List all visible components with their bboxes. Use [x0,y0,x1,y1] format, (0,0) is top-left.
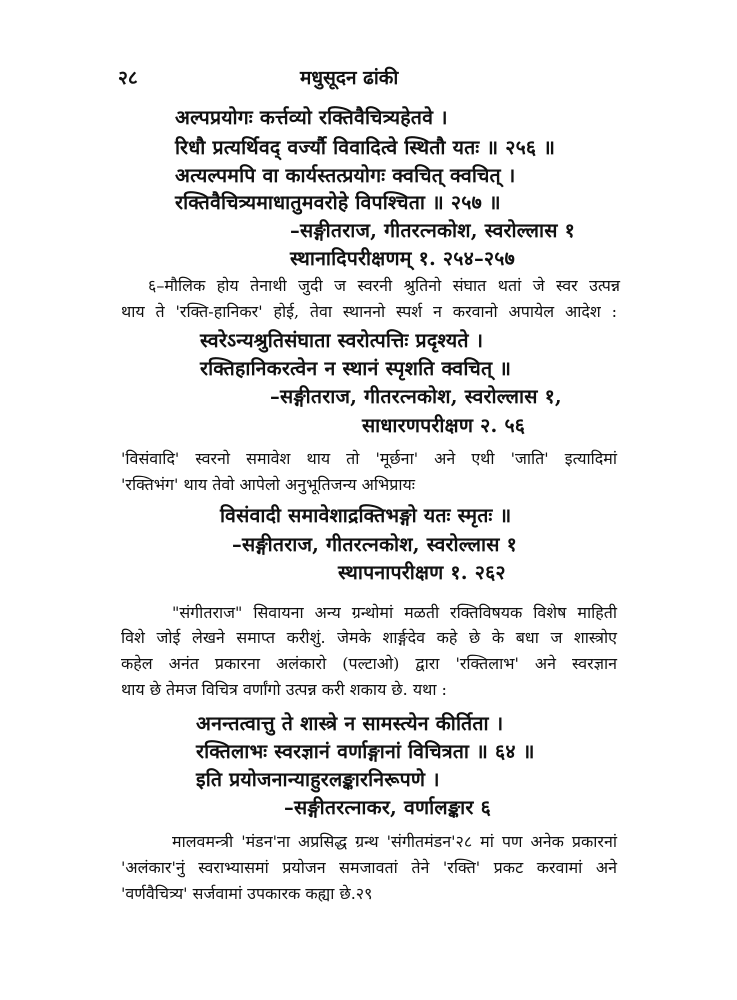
verse-citation: –सङ्गीतरत्नाकर, वर्णालङ्कार ६ [284,796,491,819]
paragraph-line: विशे जोई लेखने समाप्त करीशुं. जेमके शार्ङ्गदेव कहे छे के बधा ज शास्त्रोए [121,628,617,647]
page-number: २८ [118,67,138,89]
verse-citation: –सङ्गीतराज, गीतरत्नकोश, स्वरोल्लास १ [232,533,517,556]
verse-line: रिधौ प्रत्यर्थिवद् वर्ज्यौ विवादित्वे स्थितौ यतः ॥ २५६ ॥ [175,136,556,159]
verse-line: रक्तिहानिकरत्वेन न स्थानं स्पृशति क्वचित् ॥ [200,357,512,380]
verse-citation: स्थापनापरीक्षण १. २६२ [338,561,506,584]
verse-line: स्वरेऽन्यश्रुतिसंघाता स्वरोत्पत्तिः प्रदृश्यते । [200,329,484,352]
verse-citation: स्थानादिपरीक्षणम् १. २५४–२५७ [290,247,515,270]
verse-citation: साधारणपरीक्षण २. ५६ [362,414,526,437]
verse-line: अनन्तत्वात्तु ते शास्त्रे न सामस्त्येन कीर्तिता । [196,712,504,735]
verse-line: इति प्रयोजनान्याहुरलङ्कारनिरूपणे । [196,768,440,791]
verse-line: रक्तिवैचित्र्यमाधातुमवरोहे विपश्चिता ॥ २५७ ॥ [175,191,501,214]
paragraph-line: थाय छे तेमज विचित्र वर्णांगो उत्पन्न करी शकाय छे. यथा : [121,680,447,699]
verse-citation: –सङ्गीतराज, गीतरत्नकोश, स्वरोल्लास १, [270,385,562,408]
verse-citation: –सङ्गीतराज, गीतरत्नकोश, स्वरोल्लास १ [290,219,575,242]
paragraph-line: 'अलंकार'नुं स्वराभ्यासमां प्रयोजन समजावतां तेने 'रक्ति' प्रकट करवामां अने [121,858,617,877]
verse-line: रक्तिलाभः स्वरज्ञानं वर्णाङ्गानां विचित्रता ॥ ६४ ॥ [196,740,535,763]
paragraph-line: कहेल अनंत प्रकारना अलंकारो (पल्टाओ) द्वारा 'रक्तिलाभ' अने स्वरज्ञान [121,654,617,673]
verse-line: अत्यल्पमपि वा कार्यस्तत्प्रयोगः क्वचित् क्वचित् । [175,164,516,187]
paragraph-line: 'रक्तिभंग' थाय तेवो आपेलो अनुभूतिजन्य अभिप्रायः [121,475,415,494]
verse-line: विसंवादी समावेशाद्रक्तिभङ्गो यतः स्मृतः ॥ [220,504,512,527]
paragraph-line: थाय ते 'रक्ति-हानिकर' होई, तेवा स्थाननो स्पर्श न करवानो अपायेल आदेश : [121,302,617,321]
paragraph-line: "संगीतराज" सिवायना अन्य ग्रन्थोमां मळती रक्तिविषयक विशेष माहिती [172,603,617,622]
running-title: मधुसूदन ढांकी [300,67,399,89]
paragraph-line: ६–मौलिक होय तेनाथी जुदी ज स्वरनी श्रुतिनो संघात थतां जे स्वर उत्पन्न [148,276,620,295]
paragraph-line: 'वर्णवैचित्र्य' सर्जवामां उपकारक कह्या छे.२९ [121,884,373,903]
paragraph-line: 'विसंवादि' स्वरनो समावेश थाय तो 'मूर्छना' अने एथी 'जाति' इत्यादिमां [121,449,617,468]
paragraph-line: मालवमन्त्री 'मंडन'ना अप्रसिद्ध ग्रन्थ 'संगीतमंडन'२८ मां पण अनेक प्रकारनां [172,832,617,851]
verse-line: अल्पप्रयोगः कर्त्तव्यो रक्तिवैचित्र्यहेतवे । [175,106,448,129]
